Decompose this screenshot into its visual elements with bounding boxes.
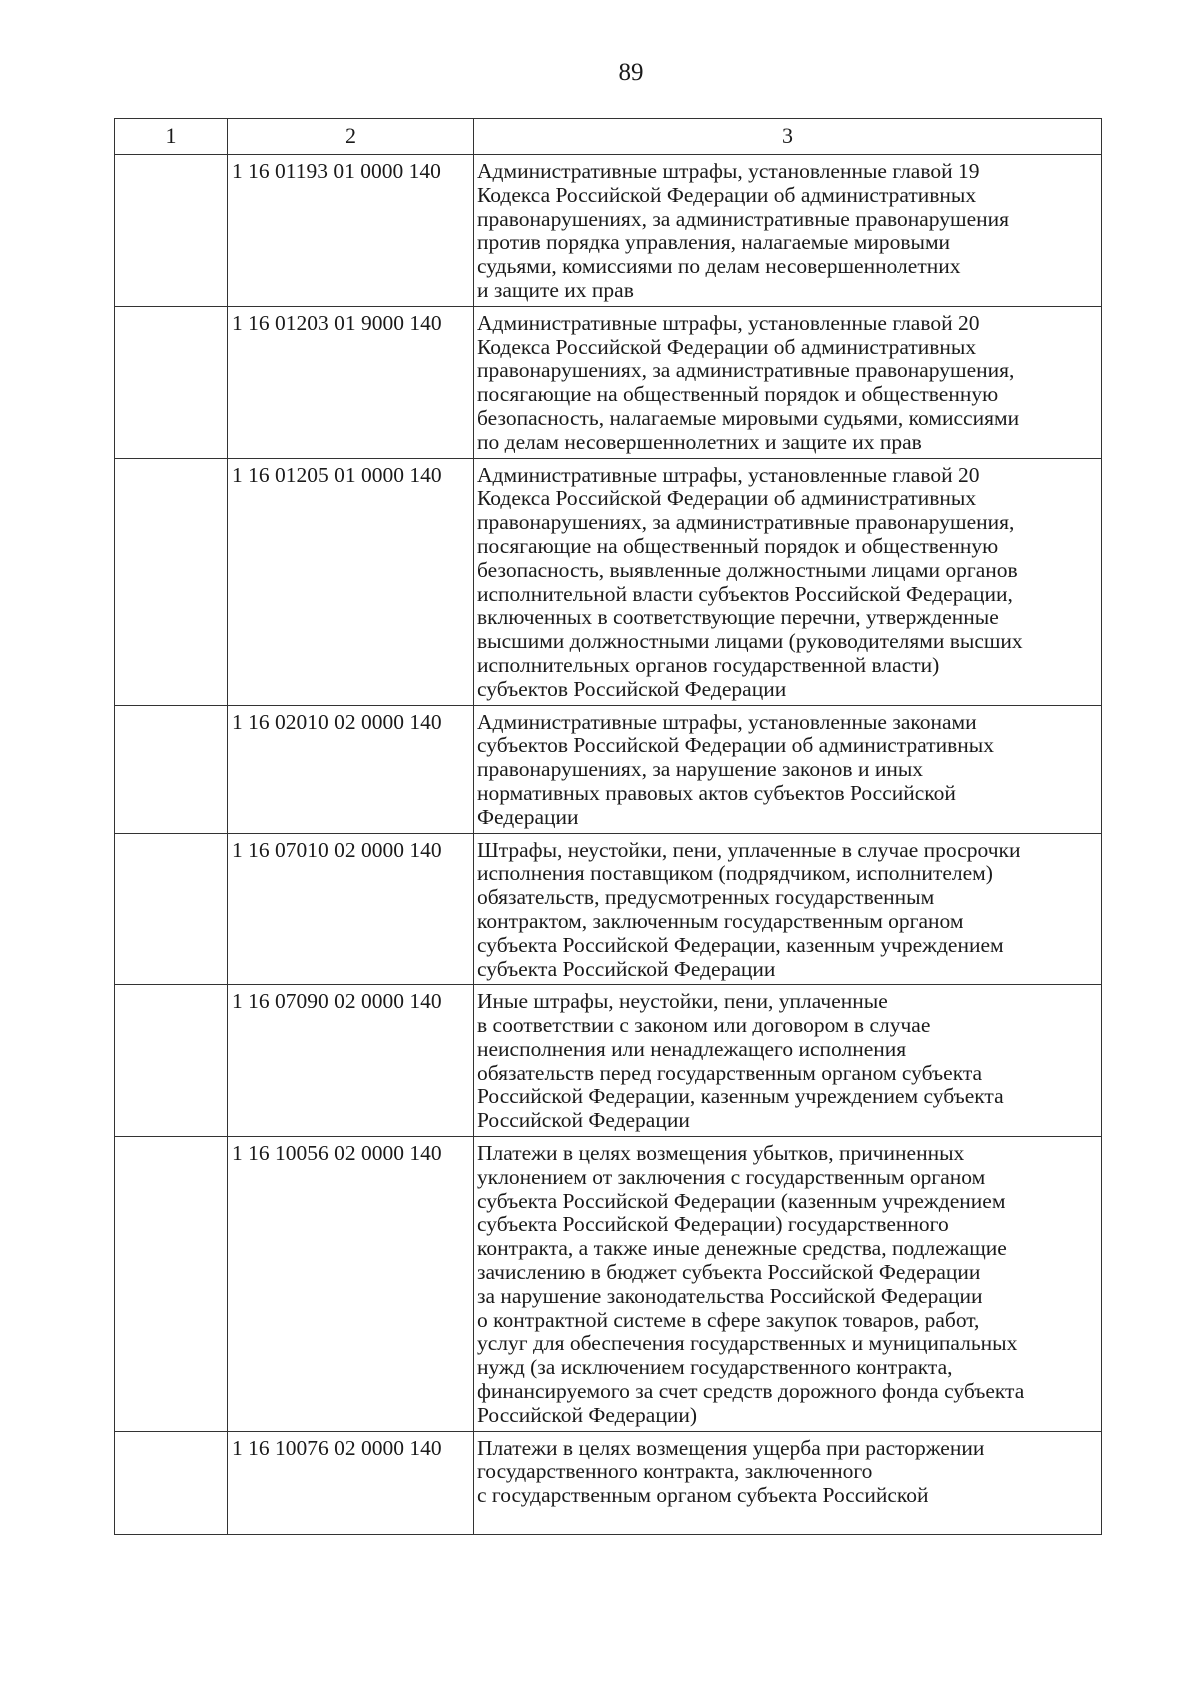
row-number-cell [115,705,228,833]
description-line: исполнительных органов государственной власти) [477,652,940,677]
code-description [474,155,1102,307]
description-line: Кодекса Российской Федерации об административных [477,486,977,511]
description-line: зачислению в бюджет субъекта Российской Федерации [477,1260,981,1285]
row-number-cell [115,306,228,458]
description-line: включенных в соответствующие перечни, утвержденные [477,605,999,630]
description-line: Административные штрафы, установленные законами [477,709,977,734]
description-line: субъекта Российской Федерации [477,956,776,981]
description-line: за нарушение законодательства Российской Федерации [477,1283,983,1308]
description-line: посягающие на общественный порядок и общественную [477,533,999,558]
description-line: Платежи в целях возмещения убытков, причиненных [477,1141,965,1166]
description-line: безопасность, налагаемые мировыми судьями, комиссиями [477,405,1020,430]
budget-code: 1 16 10076 02 0000 140 [228,1431,474,1534]
description-line: обязательств, предусмотренных государственным [477,885,935,910]
table-row [115,833,1102,985]
description-line: Штрафы, неустойки, пени, уплаченные в случае просрочки [477,837,1021,862]
description-line: высшими должностными лицами (руководителями высших [477,629,1023,654]
description-line: правонарушениях, за административные правонарушения, [477,358,1015,383]
description-line: по делам несовершеннолетних и защите их прав [477,429,922,454]
description-line: нужд (за исключением государственного контракта, [477,1355,953,1380]
table-row [115,705,1102,833]
description-line: неисполнения или ненадлежащего исполнения [477,1036,907,1061]
row-number-cell [115,833,228,985]
description-line: государственного контракта, заключенного [477,1459,873,1484]
description-line: в соответствии с законом или договором в случае [477,1013,931,1038]
row-number-cell [115,1431,228,1534]
budget-code: 1 16 10056 02 0000 140 [228,1137,474,1432]
description-line: и защите их прав [477,277,634,302]
description-line: обязательств перед государственным органом субъекта [477,1060,983,1085]
code-description [474,705,1102,833]
description-line: Российской Федерации) [477,1402,698,1427]
description-line: субъекта Российской Федерации) государственного [477,1212,949,1237]
description-line: нормативных правовых актов субъектов Российской [477,780,956,805]
description-line: Кодекса Российской Федерации об административных [477,182,977,207]
row-number-cell [115,458,228,705]
budget-code: 1 16 07010 02 0000 140 [228,833,474,985]
description-line: Административные штрафы, установленные главой 19 [477,159,980,183]
description-line: субъекта Российской Федерации, казенным учреждением [477,932,1004,957]
description-line: исполнительной власти субъектов Российской Федерации, [477,581,1013,606]
budget-code: 1 16 07090 02 0000 140 [228,985,474,1137]
row-number-cell [115,985,228,1137]
budget-code: 1 16 01205 01 0000 140 [228,458,474,705]
description-line: субъектов Российской Федерации об административных [477,733,994,758]
description-line: правонарушениях, за административные правонарушения, [477,510,1015,535]
column-header-1: 1 [115,119,228,155]
table-row [115,1137,1102,1432]
description-line: правонарушениях, за нарушение законов и иных [477,757,924,782]
column-header-3: 3 [474,119,1102,155]
row-number-cell [115,155,228,307]
description-line: с государственным органом субъекта Российской [477,1483,929,1508]
code-description [474,1431,1102,1534]
page-number: 89 [618,59,644,86]
description-line: Кодекса Российской Федерации об административных [477,334,977,359]
table-row [115,155,1102,307]
description-line: уклонением от заключения с государственным органом [477,1164,986,1189]
budget-codes-table [114,118,1102,1535]
description-line: правонарушениях, за административные правонарушения [477,206,1010,231]
description-line: Российской Федерации [477,1108,690,1133]
description-line: о контрактной системе в сфере закупок товаров, работ, [477,1307,980,1332]
code-description [474,458,1102,705]
table-row [115,985,1102,1137]
budget-code: 1 16 01203 01 9000 140 [228,306,474,458]
description-line: Иные штрафы, неустойки, пени, уплаченные [477,989,888,1014]
description-line: посягающие на общественный порядок и общественную [477,382,999,407]
description-line: безопасность, выявленные должностными лицами органов [477,557,1018,582]
column-header-2: 2 [228,119,474,155]
description-line: контракта, а также иные денежные средства, подлежащие [477,1236,1007,1261]
code-description [474,833,1102,985]
code-description [474,306,1102,458]
row-number-cell [115,1137,228,1432]
description-line: Федерации [477,804,579,829]
code-description [474,985,1102,1137]
description-line: судьями, комиссиями по делам несовершеннолетних [477,254,961,279]
budget-code: 1 16 01193 01 0000 140 [228,155,474,307]
description-line: исполнения поставщиком (подрядчиком, исполнителем) [477,861,993,886]
description-line: Административные штрафы, установленные главой 20 [477,462,980,487]
code-description [474,1137,1102,1432]
description-line: Российской Федерации, казенным учреждением субъекта [477,1084,1004,1109]
description-line: финансируемого за счет средств дорожного фонда субъекта [477,1379,1025,1404]
description-line: контрактом, заключенным государственным органом [477,908,964,933]
budget-code: 1 16 02010 02 0000 140 [228,705,474,833]
table-row [115,306,1102,458]
table-row [115,1431,1102,1534]
table-header [115,119,1102,155]
description-line: Платежи в целях возмещения ущерба при расторжении [477,1435,985,1460]
description-line: субъекта Российской Федерации (казенным учреждением [477,1188,1006,1213]
description-line: против порядка управления, налагаемые мировыми [477,230,951,255]
table-row [115,458,1102,705]
description-line: субъектов Российской Федерации [477,676,787,701]
description-line: Административные штрафы, установленные главой 20 [477,310,980,335]
description-line: услуг для обеспечения государственных и муниципальных [477,1331,1018,1356]
